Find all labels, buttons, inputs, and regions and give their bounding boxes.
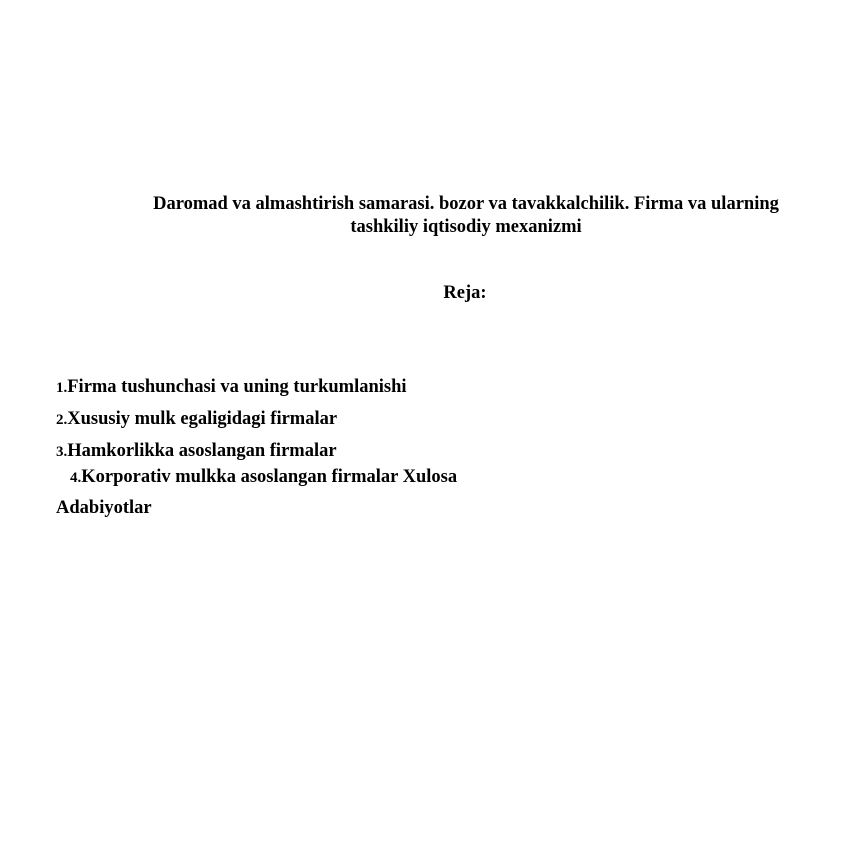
plan-item-text: Firma tushunchasi va uning turkumlanishi [67, 377, 407, 397]
document-title [118, 193, 814, 239]
plan-item-number: 3. [56, 444, 68, 460]
plan-item-number: 4. [70, 470, 82, 486]
document-title-line-2: tashkiliy iqtisodiy mexanizmi [350, 217, 582, 237]
plan-item-text: Xususiy mulk egaligidagi firmalar [67, 409, 338, 429]
plan-item-3 [56, 440, 457, 464]
references-label: Adabiyotlar [56, 498, 152, 518]
plan-item-number: 1. [56, 380, 68, 396]
plan-list [56, 376, 457, 520]
plan-item-4 [56, 466, 457, 490]
plan-item-number: 2. [56, 412, 68, 428]
document-title-line-1: Daromad va almashtirish samarasi. bozor va tavakkalchilik. Firma va ularning [153, 194, 779, 214]
plan-item-text: Hamkorlikka asoslangan firmalar [67, 441, 337, 461]
plan-item-1 [56, 376, 457, 400]
plan-item-text: Korporativ mulkka asoslangan firmalar Xulosa [81, 467, 458, 487]
plan-item-2 [56, 408, 457, 432]
plan-heading: Reja: [443, 283, 487, 303]
